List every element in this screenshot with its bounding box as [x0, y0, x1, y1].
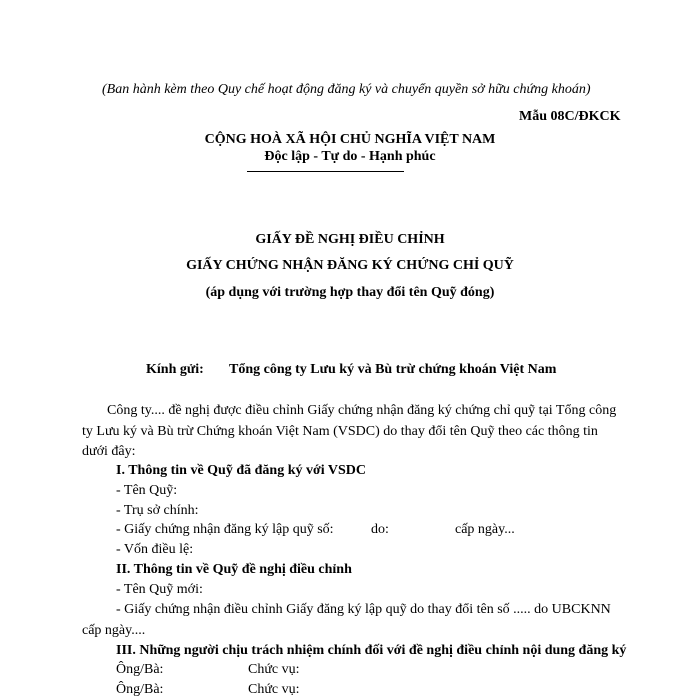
- national-motto: Độc lập - Tự do - Hạnh phúc: [264, 149, 436, 164]
- document-title-line1: GIẤY ĐỀ NGHỊ ĐIỀU CHỈNH: [255, 232, 445, 247]
- document-title-line2: GIẤY CHỨNG NHẬN ĐĂNG KÝ CHỨNG CHỈ QUỸ: [186, 258, 514, 273]
- section2-heading: II. Thông tin về Quỹ đề nghị điều chỉnh: [116, 562, 352, 577]
- national-title: CỘNG HOÀ XÃ HỘI CHỦ NGHĨA VIỆT NAM: [204, 132, 496, 147]
- responsible-person-2: Ông/Bà:: [116, 682, 164, 697]
- responsible-position-2: Chức vụ:: [248, 682, 300, 697]
- regulation-note: (Ban hành kèm theo Quy chế hoạt động đăng ký và chuyển quyền sở hữu chứng khoán): [102, 82, 591, 97]
- license-number-field: - Giấy chứng nhận đăng ký lập quỹ số:: [116, 522, 334, 537]
- fund-name-field: - Tên Quỹ:: [116, 483, 178, 498]
- section1-heading: I. Thông tin về Quỹ đã đăng ký với VSDC: [116, 463, 366, 478]
- recipient-label: Kính gửi:: [146, 362, 204, 377]
- document-title-scope: (áp dụng với trường hợp thay đổi tên Quỹ đóng): [205, 285, 495, 300]
- form-code: Mẫu 08C/ĐKCK: [519, 109, 621, 124]
- charter-capital-field: - Vốn điều lệ:: [116, 542, 194, 557]
- intro-line-2: ty Lưu ký và Bù trừ Chứng khoán Việt Nam (VSDC) do thay đổi tên Quỹ theo các thông tin: [82, 424, 598, 439]
- responsible-position-1: Chức vụ:: [248, 662, 300, 677]
- responsible-person-1: Ông/Bà:: [116, 662, 164, 677]
- new-fund-name-field: - Tên Quỹ mới:: [116, 582, 203, 597]
- intro-line-1: Công ty.... đề nghị được điều chỉnh Giấy chứng nhận đăng ký chứng chỉ quỹ tại Tổng công: [107, 403, 617, 418]
- license-date-field: cấp ngày...: [455, 522, 515, 537]
- recipient-name: Tổng công ty Lưu ký và Bù trừ chứng khoán Việt Nam: [229, 362, 557, 377]
- license-issuer-field: do:: [371, 522, 389, 537]
- adjustment-certificate-line2: cấp ngày....: [82, 623, 146, 638]
- head-office-field: - Trụ sở chính:: [116, 503, 199, 518]
- section3-heading: III. Những người chịu trách nhiệm chính đối với đề nghị điều chỉnh nội dung đăng ký: [116, 643, 627, 658]
- intro-line-3: dưới đây:: [82, 444, 136, 459]
- adjustment-certificate-line1: - Giấy chứng nhận điều chỉnh Giấy đăng ký lập quỹ do thay đổi tên số ..... do UBCKNN: [116, 602, 611, 617]
- motto-underline: [247, 171, 404, 172]
